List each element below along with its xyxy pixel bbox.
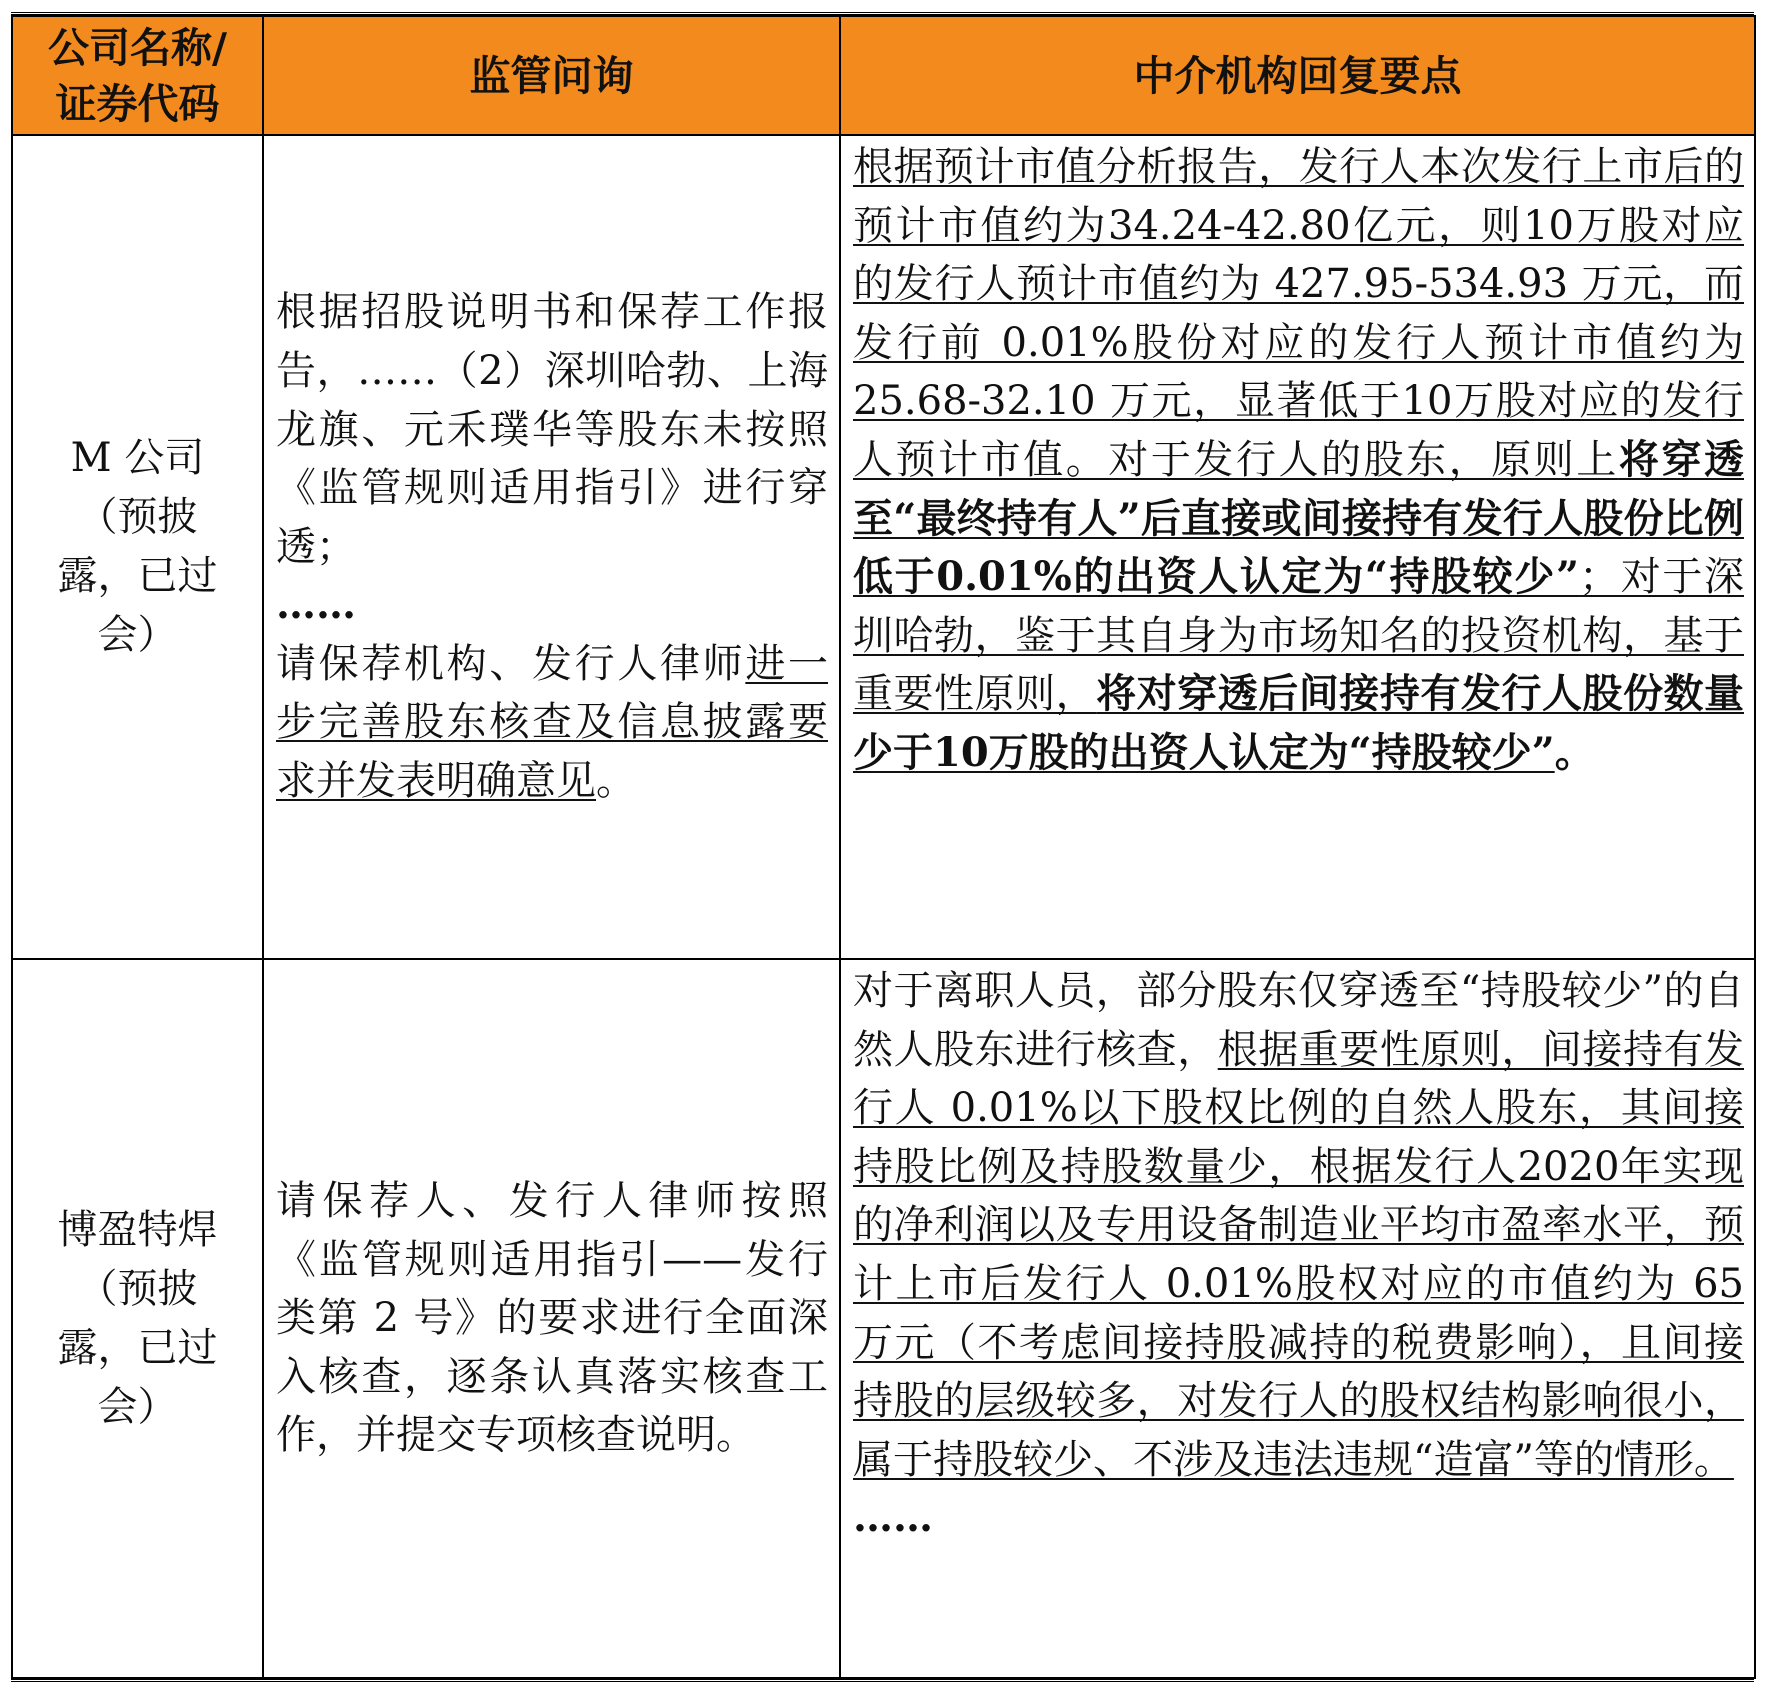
reply-text xyxy=(853,144,1744,776)
company-cell xyxy=(12,959,263,1678)
table-row xyxy=(12,135,1755,959)
reply-emphasis: 将穿透至“最终持有人”后直接或间接持有发行人股份比例低于0.01%的出资人认定为“持股较少” xyxy=(853,435,1745,601)
disclosure-table-frame xyxy=(11,12,1754,1682)
company-name: M 公司 xyxy=(70,435,205,481)
company-note: 露，已过 xyxy=(57,553,218,599)
company-name: 博盈特焊 xyxy=(57,1206,218,1253)
reply-part: 根据预计市值分析报告，发行人本次发行上市后的预计市值约为34.24-42.80亿元，则10万股对应的发行人预计市值约为 427.95-534.93 万元，而发行前 0.01%股份对应的发行人预计市值约为 25.68-32.10 万元，显著低于10万股对应的发行人预计市值。对于发行人的股东，原则上 xyxy=(853,144,1744,483)
inquiry-cell xyxy=(263,135,840,959)
reply-part: ；对于深圳哈勃，鉴于其自身为市场知名的投资机构，基于重要性原则， xyxy=(853,554,1745,718)
company-note: 会） xyxy=(97,1383,178,1430)
inquiry-ellipsis: …… xyxy=(276,581,356,629)
inquiry-text: 请保荐人、发行人律师按照《监管规则适用指引——发行类第 2 号》的要求进行全面深入核查，逐条认真落实核查工作，并提交专项核查说明。 xyxy=(276,1178,828,1459)
header-company xyxy=(12,16,263,135)
disclosure-table xyxy=(11,15,1756,1679)
inquiry-cell xyxy=(263,959,840,1678)
reply-end: 。 xyxy=(1554,728,1595,776)
company-note: 露，已过 xyxy=(57,1324,218,1371)
reply-underlined: 根据重要性原则，间接持有发行人 0.01%以下股权比例的自然人股东，其间接持股比例及持股数量少，根据发行人2020年实现的净利润以及专用设备制造业平均市盈率水平，预计上市后发行人 0.01%股权对应的市值约为 65 万元（不考虑间接持股减持的税费影响），且间接持股的层级较多，对发行人的股权结构影响很小，属于持股较少、不涉及违法违规“造富”等的情形。 xyxy=(853,1026,1745,1483)
inquiry-request-text: 请保荐机构、发行人律师 xyxy=(276,640,746,687)
header-company-line: 公司名称/ xyxy=(48,23,227,72)
reply-cell xyxy=(840,959,1755,1678)
table-row xyxy=(12,959,1755,1678)
company-note: （预披 xyxy=(77,494,198,540)
inquiry-request-end: 。 xyxy=(596,758,636,805)
company-cell xyxy=(12,135,263,959)
reply-cell xyxy=(840,135,1755,959)
header-inquiry: 监管问询 xyxy=(263,16,840,135)
header-company-line: 证券代码 xyxy=(55,79,220,128)
inquiry-request-underlined: 进一步完善股东核查及信息披露要求并发表明确意见 xyxy=(276,640,829,805)
header-row xyxy=(12,16,1755,135)
header-reply: 中介机构回复要点 xyxy=(840,16,1755,135)
inquiry-request xyxy=(276,635,828,811)
reply-part: 对于离职人员，部分股东仅穿透至“持股较少”的自然人股东进行核查， xyxy=(853,968,1744,1073)
reply-ellipsis: …… xyxy=(853,1494,933,1542)
company-note: （预披 xyxy=(77,1265,198,1312)
inquiry-intro: 根据招股说明书和保荐工作报告，……（2）深圳哈勃、上海龙旗、元禾璞华等股东未按照《监管规则适用指引》进行穿透； xyxy=(276,289,828,570)
company-note: 会） xyxy=(97,612,178,658)
reply-emphasis: 将对穿透后间接持有发行人股份数量少于10万股的出资人认定为“持股较少” xyxy=(853,670,1745,776)
